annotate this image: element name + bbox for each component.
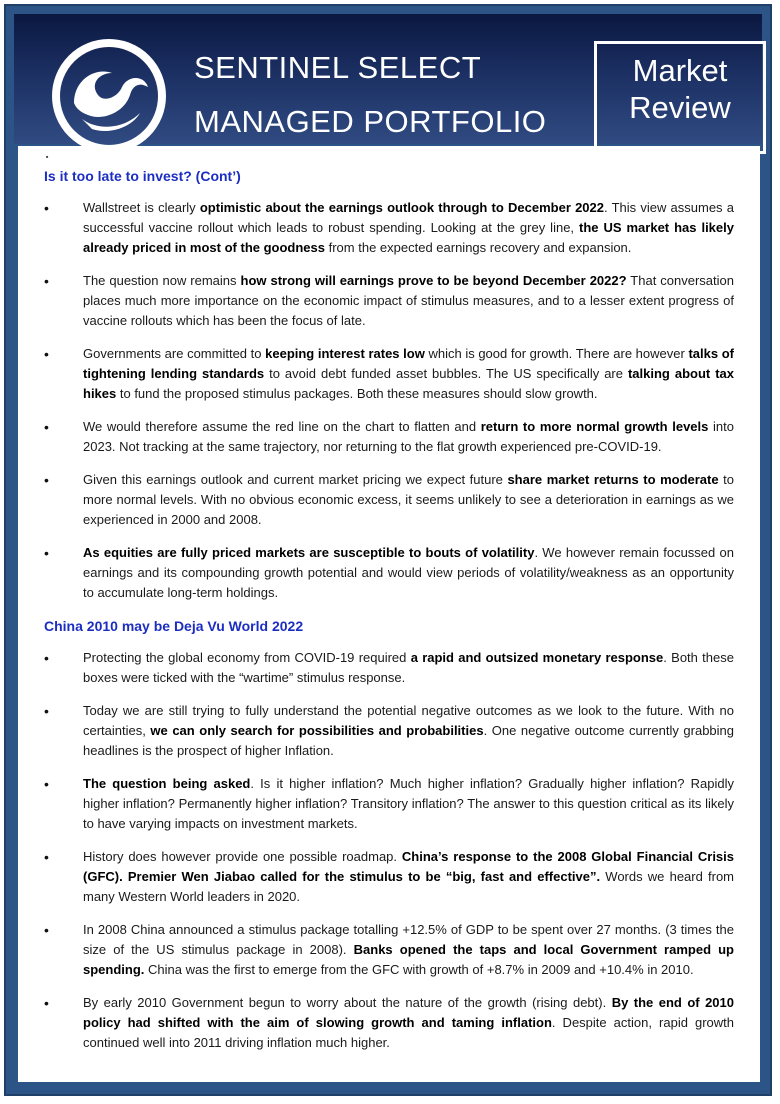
bold-text: share market returns to moderate — [507, 472, 719, 487]
content-panel — [18, 146, 760, 1082]
bullet-marker: • — [44, 849, 49, 865]
bullet-item — [18, 271, 760, 331]
bold-text: return to more normal growth levels — [480, 419, 709, 434]
section2-bullet-list — [18, 648, 760, 1066]
section1-bullet-list — [18, 198, 760, 616]
bullet-item — [18, 993, 760, 1053]
body-text: . Is it higher inflation? Much higher inflation? Gradually higher inflation? Rapidly higher inflation? Permanently higher inflation? Transitory inflation? The answer to this question critical as its likely to have varying impacts on investment markets. — [83, 776, 734, 831]
body-text: History does however provide one possible roadmap. — [83, 849, 402, 864]
body-text: Words we heard from many Western World leaders in 2020. — [83, 869, 735, 904]
bullet-marker: • — [44, 703, 49, 719]
body-text: Governments are committed to — [83, 346, 266, 361]
bold-text: talks of tightening lending standards — [83, 346, 734, 381]
body-text: from the expected earnings recovery and expansion. — [325, 240, 632, 255]
body-text: . One negative outcome currently grabbing headlines is the prospect of higher Inflation. — [83, 723, 735, 758]
bullet-item — [18, 701, 760, 761]
bullet-marker: • — [44, 346, 49, 362]
bullet-item — [18, 648, 760, 688]
body-text: We would therefore assume the red line on the chart to flatten and — [83, 419, 481, 434]
body-text: to more normal levels. With no obvious economic excess, it seems unlikely to see a deterioration in earnings as we experienced in 2000 and 2008. — [83, 472, 734, 527]
dot-mark: ■ — [46, 154, 49, 159]
bullet-marker: • — [44, 776, 49, 792]
bold-text: the US market has likely already priced in most of the goodness — [83, 220, 734, 255]
bullet-marker: • — [44, 995, 49, 1011]
bold-text: The question being asked — [83, 776, 251, 791]
bold-text: we can only search for possibilities and probabilities — [150, 723, 484, 738]
body-text: Wallstreet is clearly — [83, 200, 200, 215]
body-text: to fund the proposed stimulus packages. Both these measures should slow growth. — [116, 386, 598, 401]
body-text: . This view assumes a successful vaccine rollout which leads to robust spending. Looking at the grey line, — [83, 200, 734, 235]
body-text: That conversation places much more importance on the economic impact of stimulus measures, and to a lesser extent progress of vaccine rollouts which has been the focus of late. — [83, 273, 734, 328]
section2-heading: China 2010 may be Deja Vu World 2022 — [44, 618, 304, 634]
bullet-item — [18, 543, 760, 603]
badge-line2: Review — [629, 90, 731, 126]
sentinel-logo-icon — [52, 39, 166, 153]
bold-text: China’s response to the 2008 Global Financial Crisis (GFC). Premier Wen Jiabao called for the stimulus to be “big, fast and effective”. — [83, 849, 735, 884]
header-title-line1: SENTINEL SELECT — [194, 50, 482, 85]
body-text: Protecting the global economy from COVID-19 required — [83, 650, 411, 665]
bullet-marker: • — [44, 200, 49, 216]
body-text: . Despite action, rapid growth continued well into 2011 driving inflation much higher. — [83, 1015, 734, 1050]
badge-line1: Market — [632, 53, 728, 88]
section1-heading: Is it too late to invest? (Cont’) — [44, 168, 241, 184]
bullet-item — [18, 920, 760, 980]
bullet-item — [18, 774, 760, 834]
bold-text: keeping interest rates low — [265, 346, 425, 361]
bullet-marker: • — [44, 650, 49, 666]
body-text: . Both these boxes were ticked with the “wartime” stimulus response. — [83, 650, 734, 685]
bold-text: Banks opened the taps and local Government ramped up spending. — [83, 942, 734, 977]
body-text: . We however remain focussed on earnings and its compounding growth potential and would view periods of volatility/weakness as an opportunity to accumulate long-term holdings. — [83, 545, 734, 600]
bullet-marker: • — [44, 922, 49, 938]
bullet-marker: • — [44, 545, 49, 561]
bold-text: By the end of 2010 policy had shifted with the aim of slowing growth and taming inflation — [83, 995, 734, 1030]
bold-text: talking about tax hikes — [83, 366, 734, 401]
body-text: By early 2010 Government begun to worry about the nature of the growth (rising debt). — [83, 995, 612, 1010]
body-text: to avoid debt funded asset bubbles. The US specifically are — [264, 366, 628, 381]
market-review-badge — [594, 41, 766, 154]
bullet-item — [18, 198, 760, 258]
bullet-marker: • — [44, 419, 49, 435]
bold-text: As equities are fully priced markets are susceptible to bouts of volatility — [83, 545, 535, 560]
body-text: into 2023. Not tracking at the same trajectory, nor returning to the flat growth experienced pre-COVID-19. — [83, 419, 734, 454]
bullet-item — [18, 847, 760, 907]
bold-text: optimistic about the earnings outlook through to December 2022 — [199, 200, 604, 215]
body-text: China was the first to emerge from the GFC with growth of +8.7% in 2009 and +10.4% in 2010. — [144, 962, 694, 977]
bullet-marker: • — [44, 273, 49, 289]
bullet-item — [18, 417, 760, 457]
body-text: which is good for growth. There are however — [424, 346, 689, 361]
body-text: In 2008 China announced a stimulus package totalling +12.5% of GDP to be spent over 27 months. (3 times the size of the US stimulus package in 2008). — [83, 922, 734, 957]
bullet-item — [18, 344, 760, 404]
header-title-line2: MANAGED PORTFOLIO — [194, 104, 547, 139]
bold-text: a rapid and outsized monetary response — [410, 650, 664, 665]
bullet-marker: • — [44, 472, 49, 488]
bold-text: how strong will earnings prove to be beyond December 2022? — [240, 273, 627, 288]
body-text: Given this earnings outlook and current market pricing we expect future — [83, 472, 508, 487]
body-text: The question now remains — [83, 273, 241, 288]
bullet-item — [18, 470, 760, 530]
body-text: Today we are still trying to fully understand the potential negative outcomes as we look to the future. With no certainties, — [83, 703, 734, 738]
header-banner — [14, 14, 762, 144]
